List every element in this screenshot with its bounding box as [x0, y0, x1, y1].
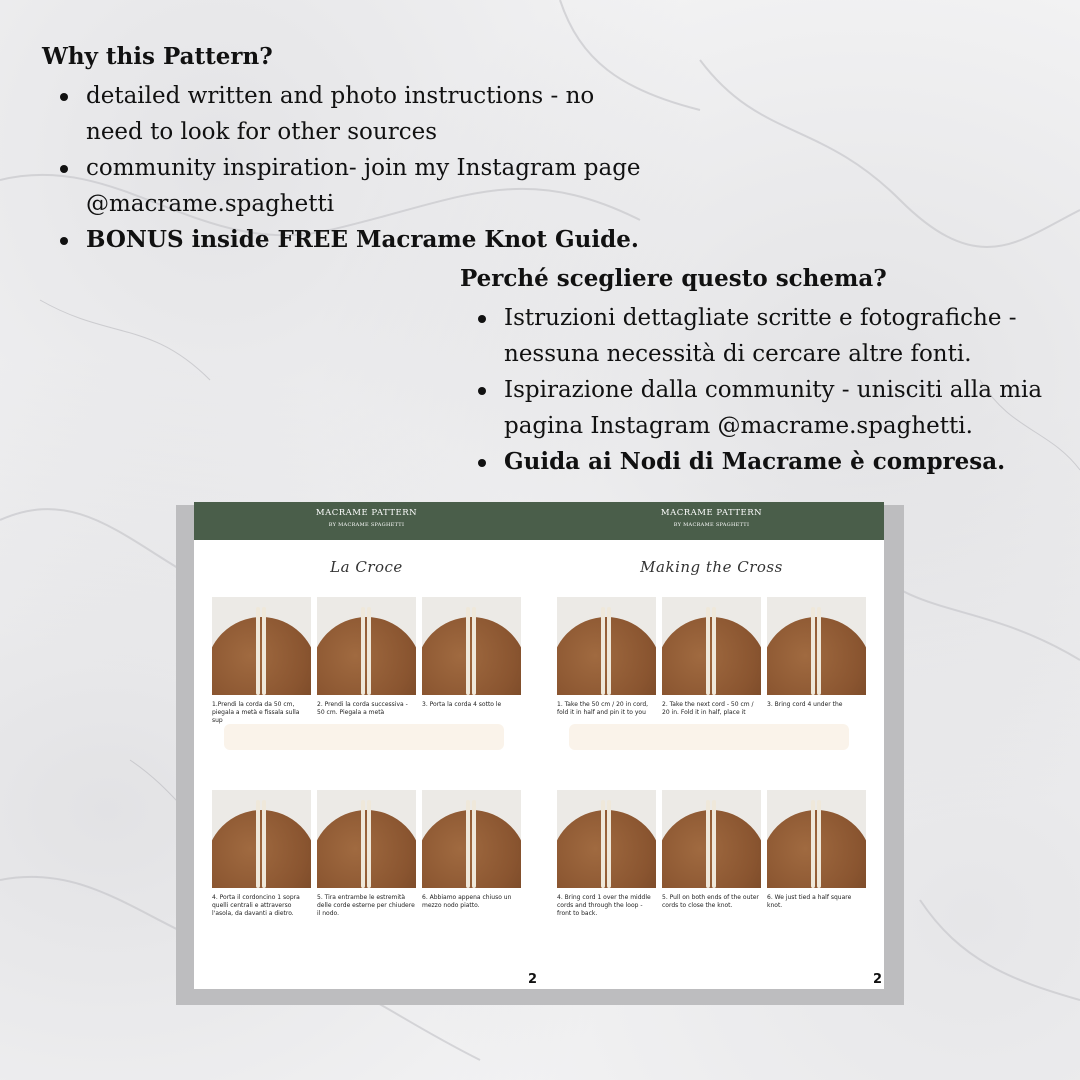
- italian-list: [460, 300, 1075, 480]
- redacted-area: [569, 724, 849, 750]
- list-item-bonus: BONUS inside FREE Macrame Knot Guide.: [86, 222, 642, 258]
- list-item-bonus: Guida ai Nodi di Macrame è compresa.: [504, 444, 1075, 480]
- step-card: [557, 790, 656, 918]
- step-card: [212, 790, 311, 918]
- header-subtitle: BY MACRAME SPAGHETTI: [328, 522, 405, 528]
- step-caption: 4. Bring cord 1 over the middle cords and through the loop - front to back.: [557, 894, 651, 917]
- step-photo: [422, 597, 521, 695]
- step-caption: 1.Prendi la corda da 50 cm, piegala a metà e fissala sulla sup: [212, 701, 300, 724]
- step-caption: 2. Prendi la corda successiva - 50 cm. Piegala a metà: [317, 701, 408, 716]
- page-header: [539, 502, 884, 540]
- step-caption: 5. Tira entrambe le estremità delle corde esterne per chiudere il nodo.: [317, 894, 415, 917]
- step-photo: [212, 597, 311, 695]
- pattern-booklet-preview: [176, 505, 904, 1005]
- step-caption: 3. Bring cord 4 under the: [767, 701, 843, 708]
- step-caption: 4. Porta il cordoncino 1 sopra quelli centrali e attraverso l'asola, da davanti a dietro.: [212, 894, 300, 917]
- italian-section: [460, 262, 1075, 480]
- step-caption: 6. Abbiamo appena chiuso un mezzo nodo piatto.: [422, 894, 512, 909]
- english-list: [42, 78, 642, 258]
- step-card: [767, 790, 866, 910]
- page-number: 2: [527, 972, 537, 987]
- list-item: detailed written and photo instructions - no need to look for other sources: [86, 78, 642, 150]
- step-photo: [317, 790, 416, 888]
- step-photo: [557, 597, 656, 695]
- step-caption: 3. Porta la corda 4 sotto le: [422, 701, 502, 708]
- step-card: [767, 597, 866, 709]
- script-title: La Croce: [330, 558, 403, 576]
- redacted-area: [224, 724, 504, 750]
- page-number: 2: [872, 972, 882, 987]
- step-caption: 2. Take the next cord - 50 cm / 20 in. Fold it in half, place it: [662, 701, 754, 716]
- list-item: Istruzioni dettagliate scritte e fotografiche - nessuna necessità di cercare altre fonti.: [504, 300, 1075, 372]
- booklet-page-left: [194, 502, 539, 989]
- step-photo: [662, 790, 761, 888]
- list-item: Ispirazione dalla community - unisciti alla mia pagina Instagram @macrame.spaghetti.: [504, 372, 1075, 444]
- step-card: [422, 790, 521, 910]
- italian-heading: Perché scegliere questo schema?: [460, 265, 887, 292]
- step-photo: [662, 597, 761, 695]
- booklet-page-right: [539, 502, 884, 989]
- header-subtitle: BY MACRAME SPAGHETTI: [673, 522, 750, 528]
- step-card: [317, 790, 416, 918]
- step-caption: 6. We just tied a half square knot.: [767, 894, 852, 909]
- page-header: [194, 502, 539, 540]
- step-caption: 5. Pull on both ends of the outer cords to close the knot.: [662, 894, 759, 909]
- header-title: MACRAME PATTERN: [315, 508, 418, 518]
- step-card: [317, 597, 416, 717]
- step-photo: [422, 790, 521, 888]
- step-card: [662, 790, 761, 910]
- step-caption: 1. Take the 50 cm / 20 in cord, fold it in half and pin it to you: [557, 701, 649, 716]
- english-heading: Why this Pattern?: [42, 43, 273, 70]
- step-photo: [317, 597, 416, 695]
- english-section: [42, 40, 642, 258]
- step-photo: [767, 597, 866, 695]
- step-photo: [557, 790, 656, 888]
- list-item: community inspiration- join my Instagram page @macrame.spaghetti: [86, 150, 642, 222]
- step-photo: [212, 790, 311, 888]
- step-card: [212, 597, 311, 725]
- step-photo: [767, 790, 866, 888]
- script-title: Making the Cross: [640, 558, 783, 576]
- step-card: [557, 597, 656, 717]
- header-title: MACRAME PATTERN: [660, 508, 763, 518]
- step-card: [662, 597, 761, 717]
- step-card: [422, 597, 521, 709]
